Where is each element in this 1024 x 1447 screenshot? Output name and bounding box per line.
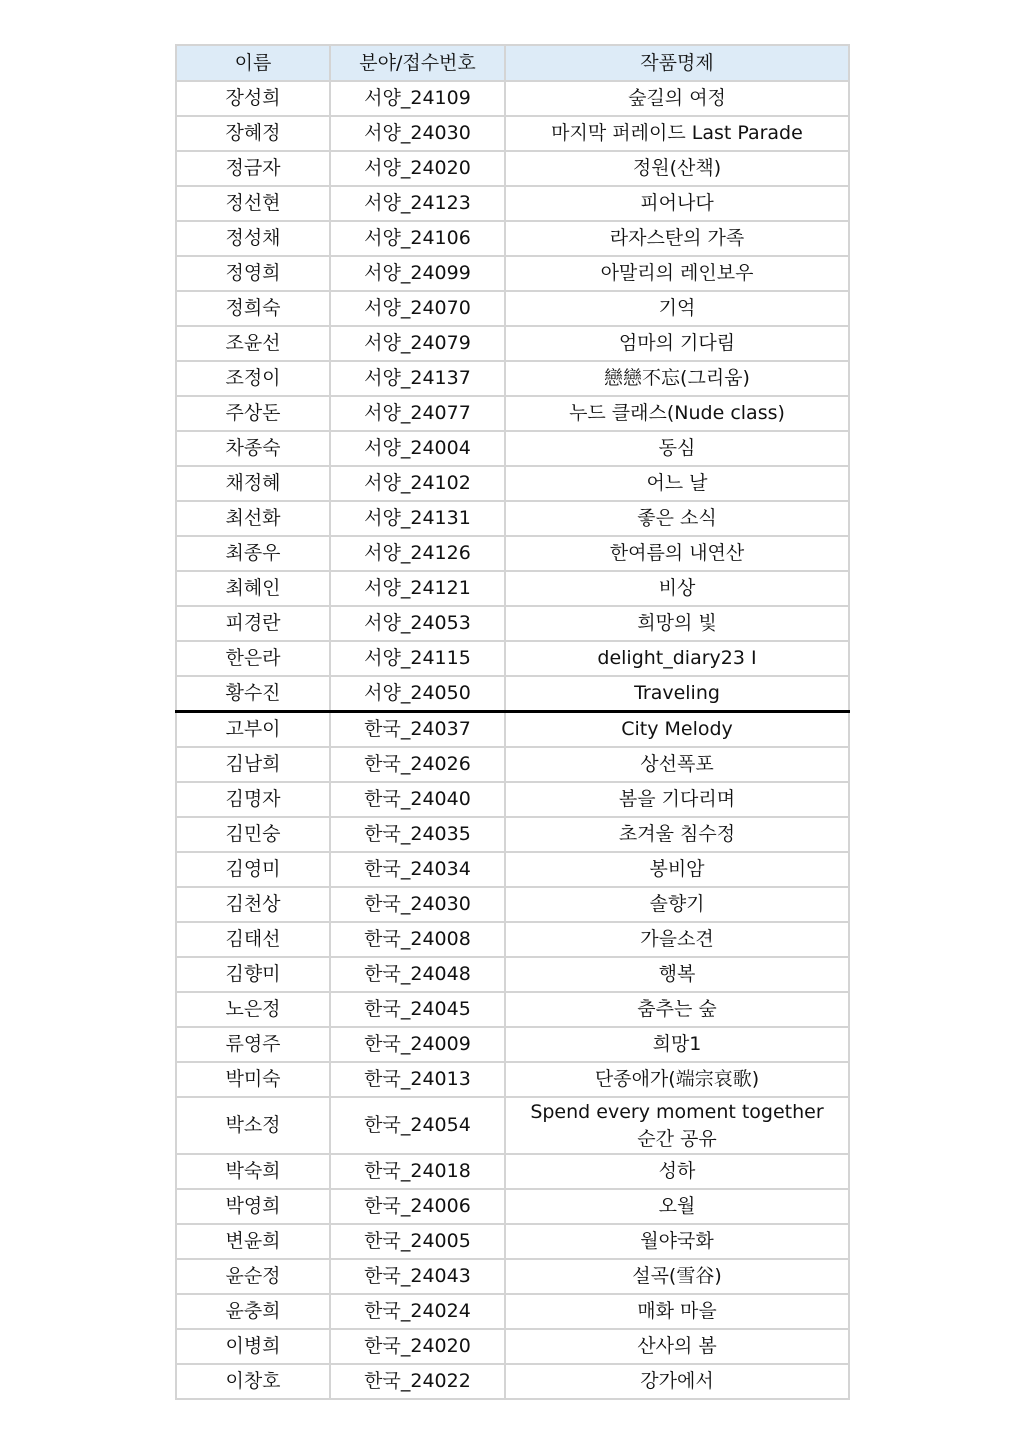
cell-name: 피경란 bbox=[176, 606, 330, 641]
cell-name: 김향미 bbox=[176, 957, 330, 992]
cell-title: 동심 bbox=[505, 431, 849, 466]
table-row bbox=[176, 1097, 849, 1154]
table-row bbox=[176, 361, 849, 396]
cell-code: 서양_24121 bbox=[330, 571, 505, 606]
cell-name: 박영희 bbox=[176, 1189, 330, 1224]
cell-title: City Melody bbox=[505, 712, 849, 748]
cell-code: 서양_24115 bbox=[330, 641, 505, 676]
cell-title: 오월 bbox=[505, 1189, 849, 1224]
cell-title: 희망의 빛 bbox=[505, 606, 849, 641]
table-row bbox=[176, 326, 849, 361]
cell-title: 엄마의 기다림 bbox=[505, 326, 849, 361]
cell-title: 월야국화 bbox=[505, 1224, 849, 1259]
cell-title: 좋은 소식 bbox=[505, 501, 849, 536]
table-row bbox=[176, 536, 849, 571]
table-row bbox=[176, 1189, 849, 1224]
cell-name: 김태선 bbox=[176, 922, 330, 957]
cell-code: 한국_24008 bbox=[330, 922, 505, 957]
cell-name: 박숙희 bbox=[176, 1154, 330, 1189]
cell-title: 누드 클래스(Nude class) bbox=[505, 396, 849, 431]
table-row bbox=[176, 1154, 849, 1189]
cell-code: 한국_24024 bbox=[330, 1294, 505, 1329]
column-header-name: 이름 bbox=[176, 45, 330, 81]
cell-name: 김명자 bbox=[176, 782, 330, 817]
cell-code: 서양_24020 bbox=[330, 151, 505, 186]
cell-name: 김천상 bbox=[176, 887, 330, 922]
table-row bbox=[176, 501, 849, 536]
table-row bbox=[176, 81, 849, 116]
table-row bbox=[176, 887, 849, 922]
cell-name: 윤순정 bbox=[176, 1259, 330, 1294]
cell-title: 어느 날 bbox=[505, 466, 849, 501]
cell-name: 이병희 bbox=[176, 1329, 330, 1364]
table-row bbox=[176, 1364, 849, 1399]
cell-code: 서양_24030 bbox=[330, 116, 505, 151]
cell-title: 피어나다 bbox=[505, 186, 849, 221]
cell-code: 한국_24026 bbox=[330, 747, 505, 782]
column-header-title: 작품명제 bbox=[505, 45, 849, 81]
cell-name: 장성희 bbox=[176, 81, 330, 116]
cell-code: 한국_24035 bbox=[330, 817, 505, 852]
table-row bbox=[176, 151, 849, 186]
cell-name: 채정혜 bbox=[176, 466, 330, 501]
cell-code: 한국_24013 bbox=[330, 1062, 505, 1097]
cell-code: 서양_24102 bbox=[330, 466, 505, 501]
cell-code: 서양_24050 bbox=[330, 676, 505, 712]
cell-title: 단종애가(端宗哀歌) bbox=[505, 1062, 849, 1097]
cell-name: 고부이 bbox=[176, 712, 330, 748]
cell-title: 희망1 bbox=[505, 1027, 849, 1062]
cell-code: 서양_24099 bbox=[330, 256, 505, 291]
cell-code: 한국_24045 bbox=[330, 992, 505, 1027]
cell-title-line2: 순간 공유 bbox=[637, 1127, 717, 1150]
cell-code: 한국_24006 bbox=[330, 1189, 505, 1224]
cell-name: 한은라 bbox=[176, 641, 330, 676]
cell-title: 가을소견 bbox=[505, 922, 849, 957]
table-body bbox=[176, 81, 849, 1399]
table-row bbox=[176, 1224, 849, 1259]
table-header bbox=[176, 45, 849, 81]
cell-code: 서양_24131 bbox=[330, 501, 505, 536]
cell-title: 戀戀不忘(그리움) bbox=[505, 361, 849, 396]
cell-code: 한국_24022 bbox=[330, 1364, 505, 1399]
cell-title: Traveling bbox=[505, 676, 849, 712]
table-row bbox=[176, 431, 849, 466]
cell-title: 설곡(雪谷) bbox=[505, 1259, 849, 1294]
cell-code: 한국_24034 bbox=[330, 852, 505, 887]
table-row bbox=[176, 641, 849, 676]
cell-code: 서양_24053 bbox=[330, 606, 505, 641]
cell-title: 행복 bbox=[505, 957, 849, 992]
table-row bbox=[176, 186, 849, 221]
cell-name: 조정이 bbox=[176, 361, 330, 396]
table-row bbox=[176, 221, 849, 256]
table-row bbox=[176, 291, 849, 326]
cell-code: 한국_24040 bbox=[330, 782, 505, 817]
cell-title: 성하 bbox=[505, 1154, 849, 1189]
table-row bbox=[176, 676, 849, 712]
cell-title: 초겨울 침수정 bbox=[505, 817, 849, 852]
cell-code: 서양_24126 bbox=[330, 536, 505, 571]
cell-code: 한국_24009 bbox=[330, 1027, 505, 1062]
cell-title: 상선폭포 bbox=[505, 747, 849, 782]
cell-name: 김남희 bbox=[176, 747, 330, 782]
cell-name: 장혜정 bbox=[176, 116, 330, 151]
column-header-code: 분야/접수번호 bbox=[330, 45, 505, 81]
cell-name: 노은정 bbox=[176, 992, 330, 1027]
table-row bbox=[176, 1027, 849, 1062]
cell-title: 라자스탄의 가족 bbox=[505, 221, 849, 256]
cell-name: 주상돈 bbox=[176, 396, 330, 431]
cell-name: 최선화 bbox=[176, 501, 330, 536]
table-row bbox=[176, 466, 849, 501]
cell-code: 한국_24005 bbox=[330, 1224, 505, 1259]
table-row bbox=[176, 852, 849, 887]
cell-name: 최혜인 bbox=[176, 571, 330, 606]
cell-code: 한국_24037 bbox=[330, 712, 505, 748]
cell-name: 황수진 bbox=[176, 676, 330, 712]
cell-name: 정금자 bbox=[176, 151, 330, 186]
cell-title bbox=[505, 1097, 849, 1154]
cell-code: 서양_24109 bbox=[330, 81, 505, 116]
cell-name: 변윤희 bbox=[176, 1224, 330, 1259]
table-row bbox=[176, 817, 849, 852]
cell-code: 서양_24106 bbox=[330, 221, 505, 256]
cell-code: 서양_24079 bbox=[330, 326, 505, 361]
cell-code: 한국_24054 bbox=[330, 1097, 505, 1154]
table-row bbox=[176, 116, 849, 151]
table-row bbox=[176, 1294, 849, 1329]
cell-code: 한국_24048 bbox=[330, 957, 505, 992]
table-row bbox=[176, 396, 849, 431]
cell-title: 춤추는 숲 bbox=[505, 992, 849, 1027]
cell-name: 류영주 bbox=[176, 1027, 330, 1062]
cell-code: 한국_24018 bbox=[330, 1154, 505, 1189]
table-row bbox=[176, 957, 849, 992]
cell-title-line1: Spend every moment together bbox=[530, 1100, 824, 1123]
cell-title: 솔향기 bbox=[505, 887, 849, 922]
cell-name: 정영희 bbox=[176, 256, 330, 291]
entry-table bbox=[175, 44, 850, 1400]
cell-code: 서양_24137 bbox=[330, 361, 505, 396]
cell-name: 박소정 bbox=[176, 1097, 330, 1154]
table-row bbox=[176, 1329, 849, 1364]
cell-name: 박미숙 bbox=[176, 1062, 330, 1097]
header-row bbox=[176, 45, 849, 81]
cell-name: 윤충희 bbox=[176, 1294, 330, 1329]
cell-title: 기억 bbox=[505, 291, 849, 326]
table-row bbox=[176, 922, 849, 957]
cell-code: 서양_24070 bbox=[330, 291, 505, 326]
cell-title: 정원(산책) bbox=[505, 151, 849, 186]
cell-title: 매화 마을 bbox=[505, 1294, 849, 1329]
cell-name: 정선현 bbox=[176, 186, 330, 221]
cell-code: 한국_24020 bbox=[330, 1329, 505, 1364]
table-row bbox=[176, 571, 849, 606]
cell-title: 산사의 봄 bbox=[505, 1329, 849, 1364]
table-row bbox=[176, 1062, 849, 1097]
table-row bbox=[176, 782, 849, 817]
cell-title: 강가에서 bbox=[505, 1364, 849, 1399]
cell-code: 서양_24123 bbox=[330, 186, 505, 221]
cell-title: 아말리의 레인보우 bbox=[505, 256, 849, 291]
table-row bbox=[176, 712, 849, 748]
cell-name: 조윤선 bbox=[176, 326, 330, 361]
cell-title: 숲길의 여정 bbox=[505, 81, 849, 116]
cell-code: 서양_24077 bbox=[330, 396, 505, 431]
table-row bbox=[176, 606, 849, 641]
entry-list-sheet bbox=[175, 44, 848, 1400]
cell-title: 마지막 퍼레이드 Last Parade bbox=[505, 116, 849, 151]
table-row bbox=[176, 1259, 849, 1294]
cell-name: 차종숙 bbox=[176, 431, 330, 466]
cell-title: 봉비암 bbox=[505, 852, 849, 887]
cell-name: 김영미 bbox=[176, 852, 330, 887]
cell-name: 정성채 bbox=[176, 221, 330, 256]
table-row bbox=[176, 256, 849, 291]
cell-code: 서양_24004 bbox=[330, 431, 505, 466]
table-row bbox=[176, 747, 849, 782]
cell-title: 한여름의 내연산 bbox=[505, 536, 849, 571]
cell-title: 비상 bbox=[505, 571, 849, 606]
cell-code: 한국_24043 bbox=[330, 1259, 505, 1294]
cell-name: 이창호 bbox=[176, 1364, 330, 1399]
cell-title: 봄을 기다리며 bbox=[505, 782, 849, 817]
cell-name: 최종우 bbox=[176, 536, 330, 571]
cell-title: delight_diary23 I bbox=[505, 641, 849, 676]
cell-name: 정희숙 bbox=[176, 291, 330, 326]
cell-name: 김민숭 bbox=[176, 817, 330, 852]
cell-code: 한국_24030 bbox=[330, 887, 505, 922]
table-row bbox=[176, 992, 849, 1027]
